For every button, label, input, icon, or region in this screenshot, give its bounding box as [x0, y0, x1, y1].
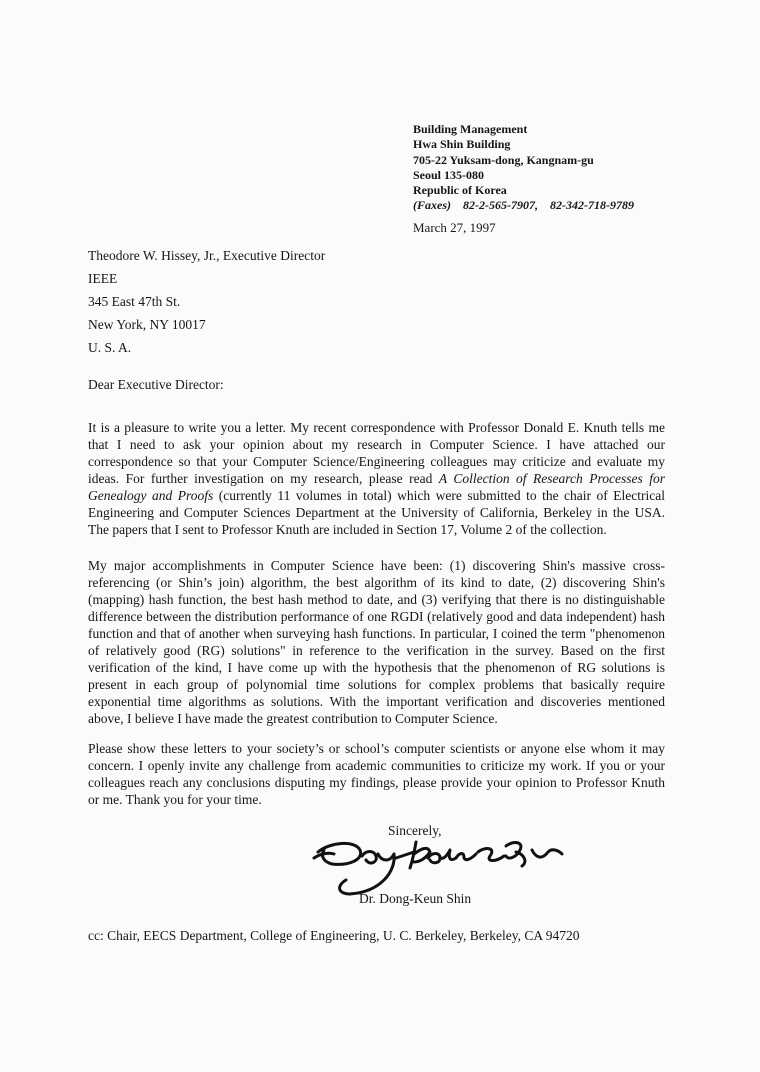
cc-line: cc: Chair, EECS Department, College of Engineering, U. C. Berkeley, Berkeley, CA 94720: [88, 928, 580, 943]
body-paragraph-2: My major accomplishments in Computer Science have been: (1) discovering Shin's massive cross-referencing (or Shin’s join) algorithm, the best algorithm of its kind to date, (2) discovering Shin's (mapping) hash function, the best hash method to date, and (3) verifying that there is no distinguishable difference between the distribution performance of one RGDI (relatively good and data independent) hash function and that of another when surveying hash functions. In particular, I coined the term "phenomenon of relatively good (RG) solutions" in reference to the verification in the survey. Based on the first verification of the kind, I have come up with the hypothesis that the phenomenon of RG solutions is present in each group of polynomial time solutions for complex problems that basically require exponential time algorithms as solutions. With the important verification and discoveries mentioned above, I believe I have made the greatest contribution to Computer Science.: [88, 558, 665, 726]
handwritten-signature: [310, 832, 570, 900]
recipient-line: IEEE: [88, 271, 118, 286]
salutation: Dear Executive Director:: [88, 377, 224, 392]
body-paragraph-3: Please show these letters to your society’s or school’s computer scientists or anyone else whom it may concern. I openly invite any challenge from academic communities to criticize my work. If you or your colleagues reach any conclusions disputing my findings, please provide your opinion to Professor Knuth or me. Thank you for your time.: [88, 741, 665, 807]
recipient-line: 345 East 47th St.: [88, 294, 181, 309]
paragraph-text: (currently 11 volumes in total) which were submitted to the chair of Electrical Engineering and Computer Sciences Department at the University of California, Berkeley in the USA. The papers that I sent to Professor Knuth are included in Section 17, Volume 2 of the collection.: [88, 488, 665, 537]
recipient-address-block: [88, 244, 325, 359]
sender-line: Seoul 135-080: [413, 167, 485, 182]
fax-line: [413, 198, 634, 213]
paragraph-text: It is a pleasure to write you a letter. My recent correspondence with Professor Donald E. Knuth tells me that I need to ask your opinion about my research in Computer Science. I have attached our correspondence so that your Computer Science/Engineering colleagues may criticize and evaluate my ideas. For further investigation on my research, please read: [88, 420, 665, 486]
letter-date: March 27, 1997: [413, 220, 496, 235]
fax-number-2: 82-342-718-9789: [550, 198, 634, 213]
fax-number-1: 82-2-565-7907,: [463, 198, 538, 213]
closing: Sincerely,: [388, 823, 442, 838]
recipient-line: U. S. A.: [88, 340, 132, 355]
sender-line: Hwa Shin Building: [413, 137, 511, 152]
sender-line: 705-22 Yuksam-dong, Kangnam-gu: [413, 152, 594, 167]
fax-label: (Faxes): [413, 198, 451, 213]
sender-address-block: [413, 122, 634, 214]
recipient-line: Theodore W. Hissey, Jr., Executive Director: [88, 248, 326, 263]
signer-name: Dr. Dong-Keun Shin: [359, 891, 472, 906]
body-paragraph-1: [88, 419, 665, 538]
collection-title: A Collection of Research Processes for Genealogy and Proofs: [88, 471, 666, 503]
sender-line: Republic of Korea: [413, 183, 507, 198]
recipient-line: New York, NY 10017: [88, 317, 206, 332]
sender-line: Building Management: [413, 122, 528, 136]
